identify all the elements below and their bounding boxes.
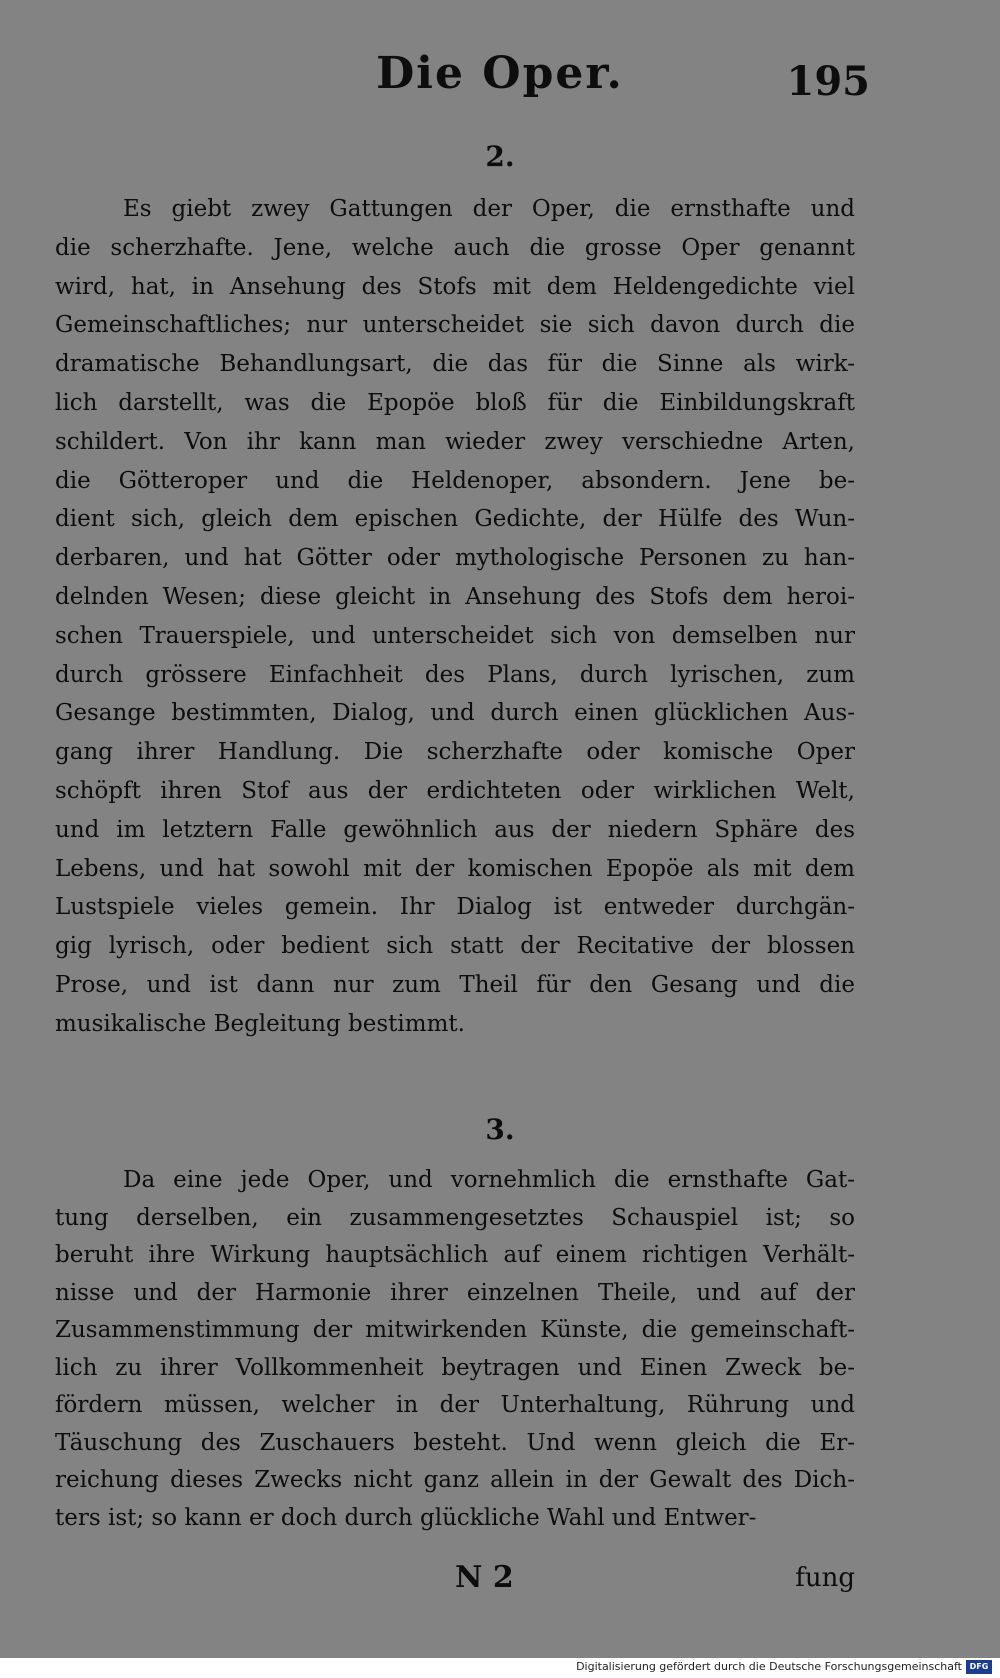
- text-line: beruht ihre Wirkung hauptsächlich auf einem richtigen Verhält-: [55, 1242, 855, 1268]
- text-line: Lebens, und hat sowohl mit der komischen Epopöe als mit dem: [55, 855, 855, 882]
- signature-mark: N 2: [455, 1560, 514, 1595]
- text-line: dramatische Behandlungsart, die das für die Sinne als wirk-: [55, 351, 855, 378]
- section-number: 3.: [485, 1113, 515, 1146]
- text-line: ters ist; so kann er doch durch glückliche Wahl und Entwer-: [55, 1504, 757, 1531]
- credit-bar: [0, 1658, 1000, 1678]
- text-line: schildert. Von ihr kann man wieder zwey verschiedne Arten,: [55, 428, 855, 455]
- text-line: Lustspiele vieles gemein. Ihr Dialog ist entweder durchgän-: [55, 894, 855, 921]
- catchword: fung: [795, 1563, 855, 1593]
- text-line: musikalische Begleitung bestimmt.: [55, 1010, 465, 1037]
- section-body: [55, 1162, 855, 1537]
- text-line: die scherzhafte. Jene, welche auch die grosse Oper genannt: [55, 234, 855, 261]
- text-line: gang ihrer Handlung. Die scherzhafte oder komische Oper: [55, 739, 855, 766]
- text-line: derbaren, und hat Götter oder mythologische Personen zu han-: [55, 545, 855, 572]
- text-line: Zusammenstimmung der mitwirkenden Künste, die gemeinschaft-: [55, 1317, 855, 1343]
- text-line: Da eine jede Oper, und vornehmlich die ernsthafte Gat-: [123, 1167, 855, 1193]
- text-line: fördern müssen, welcher in der Unterhaltung, Rührung und: [55, 1392, 855, 1418]
- credit-text: Digitalisierung gefördert durch die Deutsche Forschungsgemeinschaft: [576, 1660, 962, 1673]
- text-line: durch grössere Einfachheit des Plans, durch lyrischen, zum: [55, 661, 855, 688]
- text-line: die Götteroper und die Heldenoper, absondern. Jene be-: [55, 467, 855, 494]
- text-line: und im letztern Falle gewöhnlich aus der niedern Sphäre des: [55, 816, 855, 843]
- section-number: 2.: [485, 140, 515, 173]
- text-line: schen Trauerspiele, und unterscheidet sich von demselben nur: [55, 622, 855, 649]
- text-line: Es giebt zwey Gattungen der Oper, die ernsthafte und: [123, 196, 855, 222]
- section-body: [55, 190, 855, 1044]
- text-line: Gemeinschaftliches; nur unterscheidet sie sich davon durch die: [55, 312, 855, 339]
- text-line: gig lyrisch, oder bedient sich statt der Recitative der blossen: [55, 933, 855, 960]
- text-line: Gesange bestimmten, Dialog, und durch einen glücklichen Aus-: [55, 700, 855, 727]
- text-line: nisse und der Harmonie ihrer einzelnen Theile, und auf der: [55, 1279, 855, 1306]
- text-line: wird, hat, in Ansehung des Stofs mit dem Heldengedichte viel: [55, 273, 855, 300]
- text-line: Prose, und ist dann nur zum Theil für den Gesang und die: [55, 971, 855, 998]
- dfg-logo: DFG: [966, 1660, 992, 1674]
- text-line: lich darstellt, was die Epopöe bloß für die Einbildungskraft: [55, 389, 855, 416]
- text-line: reichung dieses Zwecks nicht ganz allein in der Gewalt des Dich-: [55, 1467, 855, 1493]
- page-number: 195: [786, 58, 870, 105]
- text-line: Täuschung des Zuschauers besteht. Und wenn gleich die Er-: [55, 1429, 855, 1456]
- text-line: lich zu ihrer Vollkommenheit beytragen und Einen Zweck be-: [55, 1354, 855, 1381]
- text-line: schöpft ihren Stof aus der erdichteten oder wirklichen Welt,: [55, 777, 855, 804]
- text-line: tung derselben, ein zusammengesetztes Schauspiel ist; so: [55, 1204, 855, 1231]
- running-head-title: Die Oper.: [376, 48, 624, 99]
- text-line: dient sich, gleich dem epischen Gedichte, der Hülfe des Wun-: [55, 506, 855, 533]
- text-line: delnden Wesen; diese gleicht in Ansehung des Stofs dem heroi-: [55, 583, 855, 610]
